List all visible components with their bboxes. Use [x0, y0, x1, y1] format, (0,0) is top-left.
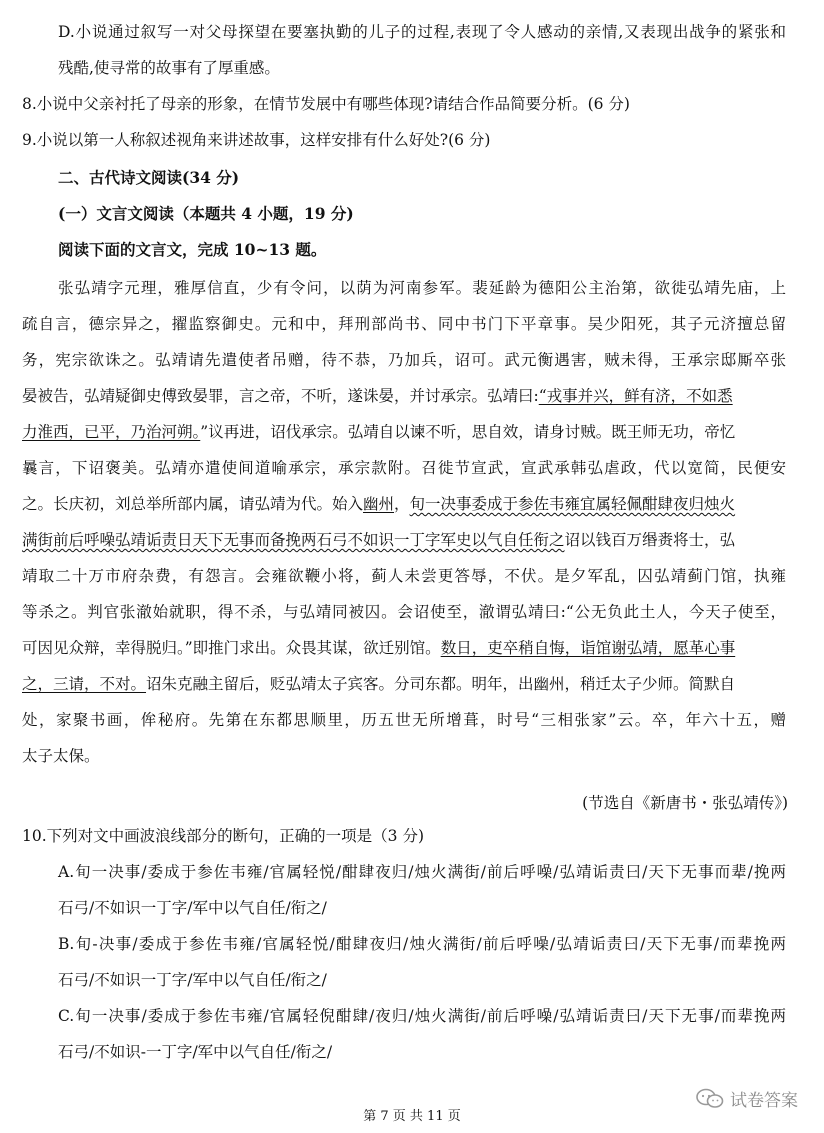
passage-line-with-underline [22, 386, 786, 406]
passage-line: 曩言，下诏褒美。弘靖亦遣使间道喻承宗，承宗款附。召徙节宣武，宣武承韩弘虐政，代以宽简，民便安 [22, 459, 786, 477]
section-heading: 二、古代诗文阅读(34 分) [58, 168, 240, 187]
passage-text: ， [394, 495, 410, 513]
question-10: 10.下列对文中画波浪线部分的断句，正确的一项是（3 分) [22, 827, 424, 845]
passage-text: 之。长庆初，刘总举所部内属，请弘靖为代。始入 [22, 495, 364, 513]
option-a-line-1: A.旬一决事/委成于参佐韦雍/官属轻悦/酣肆夜归/烛火满街/前后呼噪/弘靖诟责曰/天下无事而辈/挽两 [58, 863, 786, 881]
wavy-underlined-passage: 旬一决事委成于参佐韦雍宜属轻佩酣肆夜归烛火 [409, 495, 736, 513]
underlined-sentence: 力淮西，已平，乃治河朔。 [22, 423, 201, 441]
watermark-text: 试卷答案 [730, 1091, 798, 1111]
option-b-line-1: B.旬-决事/委成于参佐韦雍/官属轻悦/酣肆夜归/烛火满街/前后呼噪/弘靖诟责曰/天下无事/而辈挽两 [58, 935, 786, 953]
question-9: 9.小说以第一人称叙述视角来讲述故事，这样安排有什么好处?(6 分) [22, 131, 491, 149]
place-name: 幽州 [363, 495, 395, 513]
passage-line-with-underline [22, 422, 786, 442]
underlined-sentence: “戎事并兴，鲜有济，不如悉 [538, 387, 733, 405]
option-b-line-2: 石弓/不如识一丁字/军中以气自任/衔之/ [58, 971, 327, 989]
source-citation: (节选自《新唐书・张弘靖传》) [582, 794, 788, 812]
passage-text: 诏朱克融主留后，贬弘靖太子宾客。分司东都。明年，出幽州，稍迁太子少师。简默自 [146, 675, 736, 693]
underlined-sentence: 之，三请，不对。 [22, 675, 147, 693]
passage-line: 等杀之。判官张澈始就职，得不杀，与弘靖同被囚。会诏使至，澈谓弘靖曰:“公无负此土人，今天子使至， [22, 603, 786, 621]
passage-line: 张弘靖字元理，雅厚信直，少有令问，以荫为河南参军。裴延龄为德阳公主治第，欲徙弘靖先庙，上 [58, 279, 786, 297]
passage-text: 可因见众辩，幸得脱归。”即推门求出。众畏其谋，欲迁别馆。 [22, 639, 441, 657]
passage-line: 疏自言，德宗异之，擢监察御史。元和中，拜刑部尚书、同中书门下平章事。吴少阳死，其子元济擅总留 [22, 315, 786, 333]
passage-line-with-wavy [22, 530, 786, 550]
option-c-line-2: 石弓/不如识-一丁字/军中以气自任/衔之/ [58, 1043, 333, 1061]
passage-line: 太子太保。 [22, 747, 100, 765]
option-d-line-2: 残酷,使寻常的故事有了厚重感。 [58, 59, 280, 77]
passage-line-with-underline [22, 674, 786, 694]
option-a-line-2: 石弓/不如识一丁字/军中以气自任/衔之/ [58, 899, 327, 917]
passage-line: 处，家聚书画，侔秘府。先第在东都思顺里，历五世无所增葺，时号“三相张家”云。卒，年六十五，赠 [22, 711, 786, 729]
passage-line: 靖取二十万市府杂费，有怨言。会雍欲鞭小将，蓟人未尝更答辱，不伏。是夕军乱，囚弘靖蓟门馆，执雍 [22, 567, 786, 585]
passage-text: ”议再进，诏伐承宗。弘靖自以谏不听，思自效，请身讨贼。既王师无功，帝忆 [200, 423, 736, 441]
option-c-line-1: C.旬一决事/委成于参佐韦雍/官属轻倪酣肆/夜归/烛火满街/前后呼噪/弘靖诟责曰/天下无事/而辈挽两 [58, 1007, 786, 1025]
question-8: 8.小说中父亲衬托了母亲的形象，在情节发展中有哪些体现?请结合作品简要分析。(6 分) [22, 95, 630, 113]
reading-instruction: 阅读下面的文言文，完成 10~13 题。 [58, 240, 327, 259]
passage-line-with-underline [22, 638, 786, 658]
passage-line: 务，宪宗欲诛之。弘靖请先遣使者吊赠，待不恭，乃加兵，诏可。武元衡遇害，贼未得，王承宗邸厮卒张 [22, 351, 786, 369]
page-number: 第 7 页 共 11 页 [363, 1109, 461, 1124]
passage-text: 诏以钱百万缗赉将士，弘 [564, 531, 736, 549]
subsection-heading: (一）文言文阅读（本题共 4 小题，19 分) [58, 204, 354, 223]
passage-text: 晏被告，弘靖疑御史傅致晏罪，言之帝，不听，遂诛晏，并讨承宗。弘靖曰: [22, 387, 539, 405]
passage-line-with-wavy [22, 494, 786, 514]
option-d-line-1: D.小说通过叙写一对父母探望在要塞执勤的儿子的过程,表现了令人感动的亲情,又表现出战争的紧张和 [58, 23, 786, 41]
underlined-sentence: 数日，吏卒稍自悔，诣馆谢弘靖，愿革心事 [440, 639, 736, 657]
wavy-underlined-passage: 满街前后呼噪弘靖诟责日天下无事而备挽两石弓不如识一丁字军史以气自任衔之 [22, 531, 565, 549]
